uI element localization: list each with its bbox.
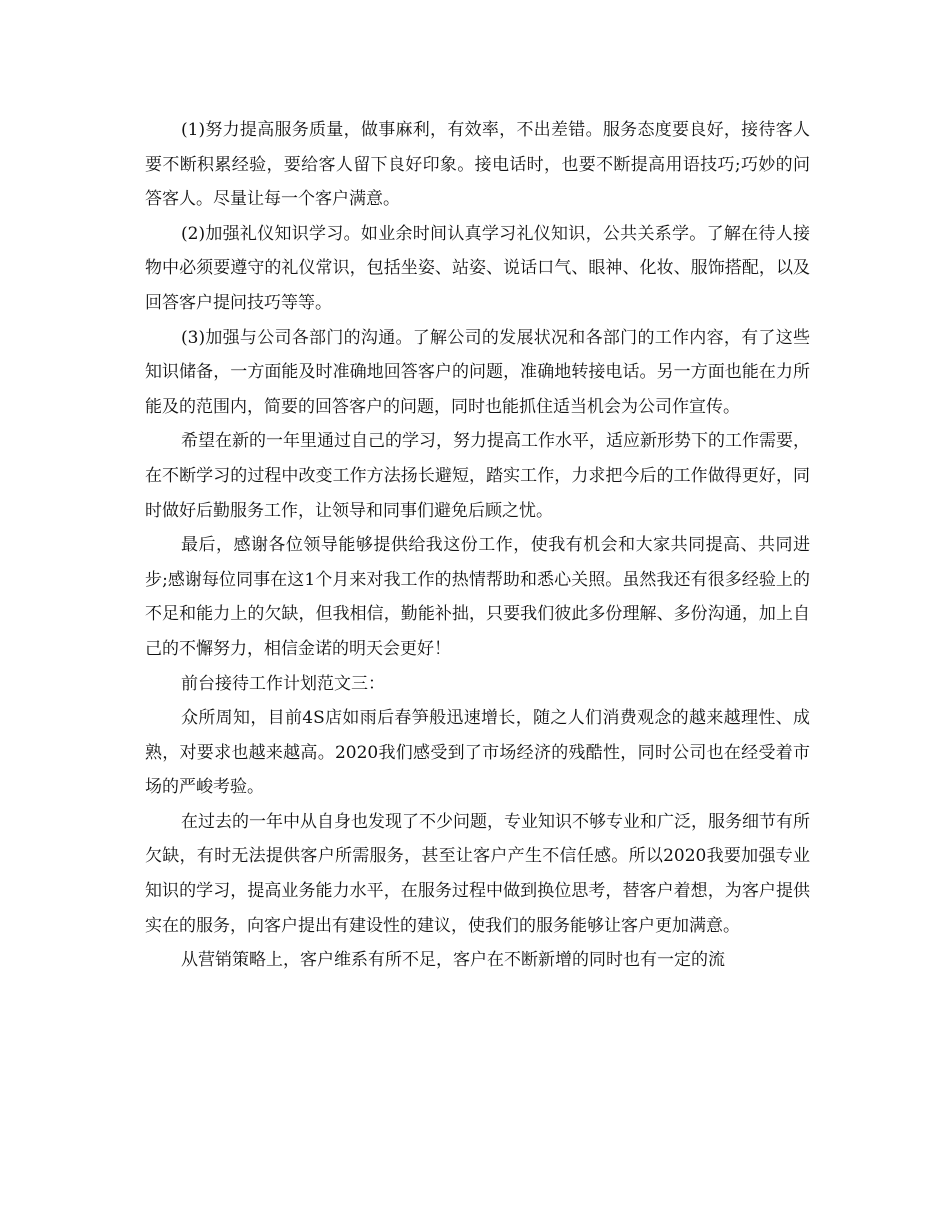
- paragraph-thanks: 最后，感谢各位领导能够提供给我这份工作，使我有机会和大家共同提高、共同进步;感谢每位同事在这1个月来对我工作的热情帮助和悉心关照。虽然我还有很多经验上的不足和能力上的欠缺，但我相信，勤能补拙，只要我们彼此多份理解、多份沟通，加上自己的不懈努力，相信金诺的明天会更好！: [145, 535, 810, 659]
- section-title: 前台接待工作计划范文三：: [181, 673, 385, 694]
- paragraph-communication: (3)加强与公司各部门的沟通。了解公司的发展状况和各部门的工作内容，有了这些知识储备，一方面能及时准确地回答客户的问题，准确地转接电话。另一方面也能在力所能及的范围内，简要的回答客户的问题，同时也能抓住适当机会为公司作宣传。: [145, 327, 810, 417]
- document-body: [145, 113, 810, 978]
- paragraph-new-year-hope: 希望在新的一年里通过自己的学习，努力提高工作水平，适应新形势下的工作需要，在不断学习的过程中改变工作方法扬长避短，踏实工作，力求把今后的工作做得更好，同时做好后勤服务工作，让领导和同事们避免后顾之忧。: [145, 431, 810, 521]
- paragraph-marketing-strategy: 从营销策略上，客户维系有所不足，客户在不断新增的同时也有一定的流: [181, 950, 725, 971]
- paragraph-market: 众所周知，目前4S店如雨后春笋般迅速增长，随之人们消费观念的越来越理性、成熟，对要求也越来越高。2020我们感受到了市场经济的残酷性，同时公司也在经受着市场的严峻考验。: [145, 708, 810, 798]
- paragraph-etiquette: (2)加强礼仪知识学习。如业余时间认真学习礼仪知识，公共关系学。了解在待人接物中必须要遵守的礼仪常识，包括坐姿、站姿、说话口气、眼神、化妆、服饰搭配，以及回答客户提问技巧等等。: [145, 223, 810, 313]
- paragraph-problems: 在过去的一年中从自身也发现了不少问题，专业知识不够专业和广泛，服务细节有所欠缺，有时无法提供客户所需服务，甚至让客户产生不信任感。所以2020我要加强专业知识的学习，提高业务能力水平，在服务过程中做到换位思考，替客户着想，为客户提供实在的服务，向客户提出有建设性的建议，使我们的服务能够让客户更加满意。: [145, 811, 810, 936]
- paragraph-service-quality: (1)努力提高服务质量，做事麻利，有效率，不出差错。服务态度要良好，接待客人要不断积累经验，要给客人留下良好印象。接电话时，也要不断提高用语技巧;巧妙的问答客人。尽量让每一个客户满意。: [145, 120, 810, 210]
